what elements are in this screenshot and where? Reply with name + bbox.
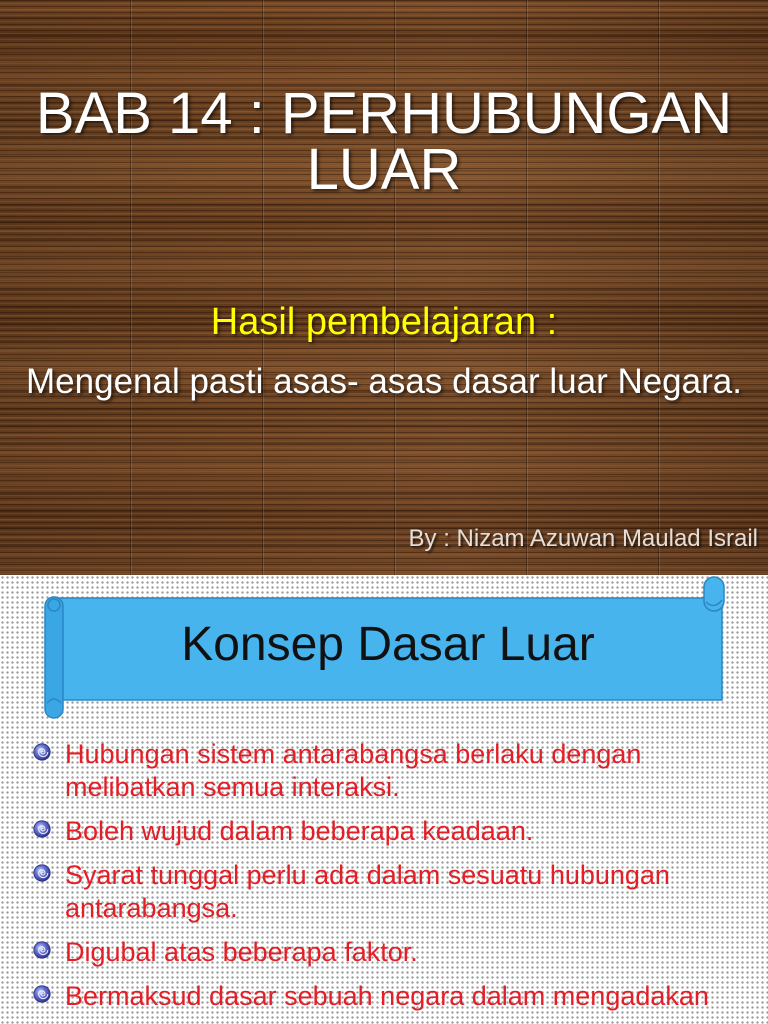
bullet-line: Bermaksud dasar sebuah negara dalam mengadakan xyxy=(65,981,709,1011)
spiral-bullet-icon-graphic xyxy=(33,864,51,882)
spiral-bullet-icon xyxy=(33,985,51,1003)
bullet-line: Syarat tunggal perlu ada dalam sesuatu hubungan xyxy=(65,860,670,890)
bullet-line: Hubungan sistem antarabangsa berlaku dengan xyxy=(65,739,642,769)
bullet-item xyxy=(0,936,768,969)
learning-outcome-text: Mengenal pasti asas- asas dasar luar Negara. xyxy=(26,362,742,401)
spiral-bullet-icon xyxy=(33,743,51,761)
bullet-line: Digubal atas beberapa faktor. xyxy=(65,937,418,967)
banner-title: Konsep Dasar Luar xyxy=(181,618,595,671)
author-credit: By : Nizam Azuwan Maulad Israil xyxy=(408,525,758,552)
spiral-bullet-icon-graphic xyxy=(33,985,51,1003)
spiral-bullet-icon-graphic xyxy=(33,941,51,959)
spiral-bullet-icon xyxy=(33,941,51,959)
slide-title-line-2: LUAR xyxy=(306,137,462,202)
learning-outcome-label: Hasil pembelajaran : xyxy=(210,301,558,343)
bullet-item xyxy=(0,738,768,804)
spiral-bullet-icon-graphic xyxy=(33,820,51,838)
slide-title-line-1: BAB 14 : PERHUBUNGAN xyxy=(35,81,733,146)
bullet-item xyxy=(0,859,768,925)
bullet-line: melibatkan semua interaksi. xyxy=(65,772,400,802)
bullet-line: antarabangsa. xyxy=(65,893,238,923)
bullet-list xyxy=(0,738,768,1024)
bullet-line: Boleh wujud dalam beberapa keadaan. xyxy=(65,816,534,846)
spiral-bullet-icon xyxy=(33,864,51,882)
spiral-bullet-icon-graphic xyxy=(33,743,51,761)
bullet-item xyxy=(0,980,768,1013)
bullet-item xyxy=(0,815,768,848)
spiral-bullet-icon xyxy=(33,820,51,838)
concept-slide xyxy=(0,575,768,1024)
